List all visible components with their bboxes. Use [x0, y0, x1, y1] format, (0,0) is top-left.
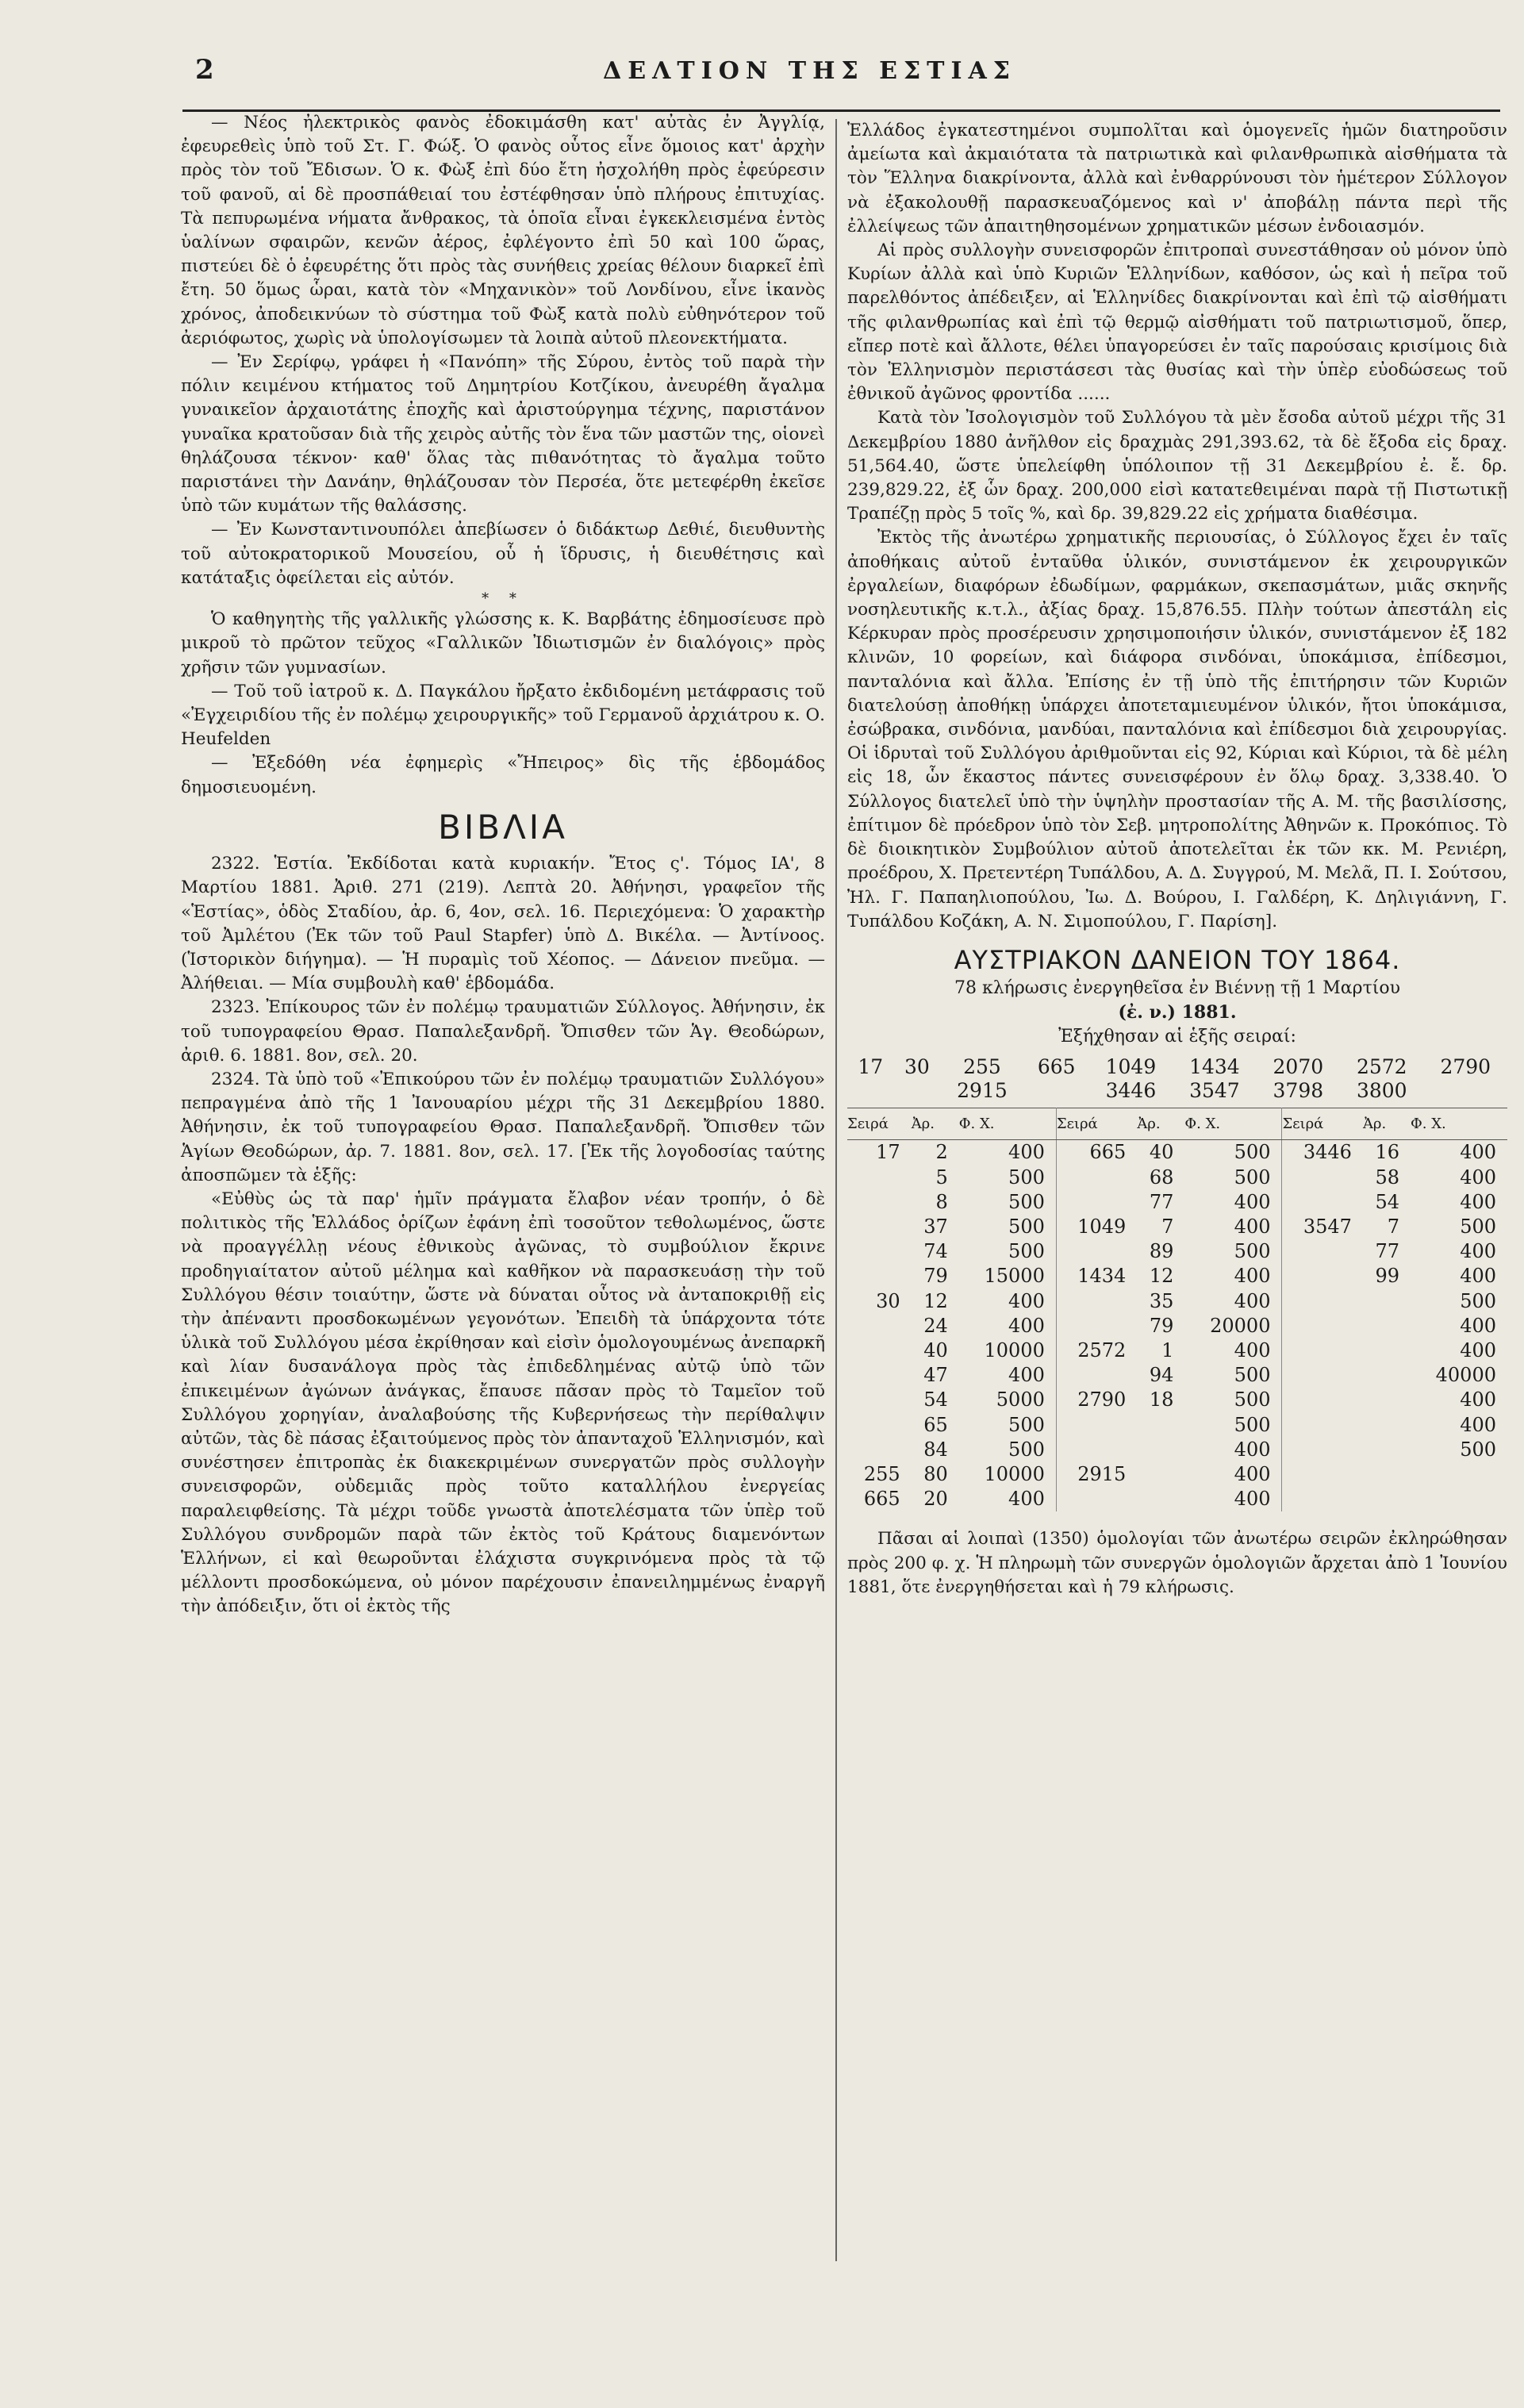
- table-cell: 500: [959, 1166, 1057, 1190]
- table-cell: 500: [1460, 1289, 1496, 1312]
- table-cell: 65: [923, 1413, 948, 1436]
- table-row: [847, 1487, 1507, 1511]
- news-item: — Ἐξεδόθη νέα ἐφημερὶς «Ἤπειρος» δὶς τῆς ἑβδομάδος δημοσιευομένη.: [181, 753, 825, 797]
- table-row: [847, 1140, 1507, 1166]
- table-cell: 500: [1184, 1388, 1282, 1412]
- series-row: [847, 1079, 1507, 1103]
- table-cell: 400: [1460, 1141, 1496, 1164]
- series-number: 2790: [1440, 1054, 1491, 1078]
- table-cell: 24: [923, 1314, 948, 1337]
- table-cell: [1282, 1388, 1363, 1412]
- news-item: Ὁ καθηγητὴς τῆς γαλλικῆς γλώσσης κ. Κ. Βαρβάτης ἐδημοσίευσε πρὸ μικροῦ τὸ πρῶτον τεῦχος «Γαλλικῶν Ἰδιωτισμῶν ἐν διαλόγοις» πρὸς χρῆσιν τῶν γυμνασίων.: [181, 609, 825, 678]
- table-row: [847, 1388, 1507, 1412]
- table-cell: 500: [959, 1413, 1057, 1438]
- table-cell: [1056, 1314, 1137, 1338]
- column-header: Σειρά: [847, 1108, 912, 1140]
- series-row: [847, 1055, 1507, 1079]
- table-row: [847, 1438, 1507, 1462]
- table-cell: [1282, 1190, 1363, 1215]
- table-cell: 30: [876, 1289, 900, 1312]
- news-item: — Νέος ἠλεκτρικὸς φανὸς ἐδοκιμάσθη κατ' αὐτὰς ἐν Ἀγγλίᾳ, ἐφευρεθεὶς ὑπὸ τοῦ Στ. Γ. Φώξ. Ὁ φανὸς οὗτος εἶνε ὅμοιος κατ' ἀρχὴν πρὸς τὸν τοῦ Ἔδισων. Ὁ κ. Φὼξ ἐπὶ δύο ἔτη ἠσχολήθη πρὸς ἐφεύρεσιν τοῦ φανοῦ, αἱ δὲ προσπάθειαί του ἐστέφθησαν ὑπὸ πλήρους ἐπιτυχίας. Τὰ πεπυρωμένα νήματα ἄνθρακος, τὰ ὁποῖα εἶναι ἐγκεκλεισμένα ἐντὸς ὑαλίνων σφαιρῶν, κενῶν ἀέρος, ἐφλέγοντο ἐπὶ 50 καὶ 100 ὥρας, πιστεύει δὲ ὁ ἐφευρέτης ὅτι πρὸς τὰς συνήθεις χρείας θέλουν διαρκεῖ ἐπὶ ἔτη. 50 ὅμως ὧραι, κατὰ τὸν «Μηχανικὸν» τοῦ Λονδίνου, εἶνε ἱκανὸς χρόνος, ἀποδεικνύων τὸ σύστημα τοῦ Φὼξ κατὰ πολὺ εὐθηνότερον τοῦ ἀεριόφωτος, χωρὶς νὰ ὑπολογίσωμεν τὰ λοιπὰ αὐτοῦ πλεονεκτήματα.: [181, 113, 825, 348]
- table-cell: [1137, 1487, 1184, 1511]
- series-number: 1434: [1189, 1054, 1240, 1078]
- table-cell: [847, 1438, 912, 1462]
- table-row: [847, 1215, 1507, 1239]
- table-cell: 400: [1460, 1338, 1496, 1361]
- table-cell: 400: [1460, 1388, 1496, 1411]
- table-cell: 400: [1184, 1338, 1282, 1363]
- left-column: [181, 111, 825, 1619]
- table-cell: 500: [959, 1215, 1057, 1239]
- table-cell: [1363, 1462, 1411, 1487]
- table-cell: 500: [1184, 1413, 1282, 1438]
- table-cell: 10000: [959, 1338, 1057, 1363]
- table-row: [847, 1338, 1507, 1363]
- draw-line: 78 κλήρωσις ἐνεργηθεῖσα ἐν Βιέννῃ τῇ 1 Μαρτίου: [954, 978, 1401, 999]
- table-cell: [1056, 1239, 1137, 1264]
- table-cell: 5: [935, 1166, 948, 1189]
- table-row: [847, 1190, 1507, 1215]
- table-cell: 80: [923, 1462, 948, 1485]
- table-cell: 400: [1460, 1413, 1496, 1436]
- table-cell: [1282, 1363, 1363, 1388]
- table-row: [847, 1413, 1507, 1438]
- column-header: Φ. Χ.: [959, 1108, 1057, 1140]
- report-paragraph: Ἐκτὸς τῆς ἀνωτέρω χρηματικῆς περιουσίας, ὁ Σύλλογος ἔχει ἐν ταῖς ἀποθήκαις αὐτοῦ ἐνταῦθα ὑλικόν, συνιστάμενον ἐκ χειρουργικῶν ἐργαλείων, διαφόρων ἐδωδίμων, φαρμάκων, σκεπασμάτων, μιᾶς σκηνῆς νοσηλευτικῆς κ.τ.λ., ἀξίας δραχ. 15,876.55. Πλὴν τούτων ἀπεστάλη εἰς Κέρκυραν πρὸς προσέρευσιν χρησιμοποιήσιν ὑλικόν, συνιστάμενον ἐξ 182 κλινῶν, 10 φορείων, καὶ διάφορα σινδόναι, ὑποκάμισα, ἐπίδεσμοι, πανταλόνια καὶ ἄλλα. Ἐπίσης ἐν τῇ ὑπὸ τῆς ἐπιτήρησιν τῶν Κυριῶν διατελούσῃ ἀποθήκῃ ὑπάρχει ἀποτεταμιευμένον ὑλικόν, ἤτοι ὑποκάμισα, ἐσώβρακα, σινδόνια, μανδύαι, πανταλόνια καὶ ἐπίδεσμοι διὰ χειρουργίας. Οἱ ἱδρυταὶ τοῦ Συλλόγου ἀριθμοῦνται εἰς 92, Κύριαι καὶ Κύριοι, τὰ δὲ μέλη εἰς 18, ὧν ἕκαστος πάντες συνεισφέρουν ἐν ὅλῳ δραχ. 3,338.40. Ὁ Σύλλογος διατελεῖ ὑπὸ τὴν ὑψηλὴν προστασίαν τῆς Α. Μ. τῆς βασιλίσσης, ἐπίτιμον δὲ πρόεδρον ὑπὸ τὸν Σεβ. μητροπολίτης Ἀθηνῶν κ. Προκόπιος. Τὸ δὲ διοικητικὸν Συμβούλιον αὐτοῦ ἀποτελεῖται ἐκ τῶν κκ. Μ. Ρενιέρη, προέδρου, Χ. Πρετεντέρη Τυπάλδου, Α. Δ. Συγγρού, Μ. Μελᾶ, Π. Ι. Σούτσου, Ἠλ. Γ. Παπαηλιοπούλου, Ἰω. Δ. Βούρου, Ι. Γαλδέρη, Κ. Δηλιγιάννη, Γ. Τυπάλδου Κοζάκη, Α. Ν. Σιμοπούλου, Γ. Παρίση].: [847, 528, 1507, 931]
- table-cell: [1056, 1190, 1137, 1215]
- table-cell: 12: [923, 1289, 948, 1312]
- column-header: Ἀρ.: [912, 1108, 959, 1140]
- table-cell: [847, 1314, 912, 1338]
- table-cell: 255: [863, 1462, 900, 1485]
- table-cell: [847, 1215, 912, 1239]
- table-cell: [1363, 1363, 1411, 1388]
- prize-table: [847, 1108, 1507, 1511]
- table-cell: 500: [959, 1190, 1057, 1215]
- report-paragraph: Κατὰ τὸν Ἰσολογισμὸν τοῦ Συλλόγου τὰ μὲν ἔσοδα αὐτοῦ μέχρι τῆς 31 Δεκεμβρίου 1880 ἀνῆλθον εἰς δραχμὰς 291,393.62, τὰ δὲ ἔξοδα εἰς δραχ. 51,564.40, ὥστε ὑπελείφθη ὑπόλοιπον τῇ 31 Δεκεμβρίου ἐ. ἔ. δρ. 239,829.22, ἐξ ὧν δραχ. 200,000 εἰσὶ κατατεθειμέναι παρὰ τῇ Πιστωτικῇ Τραπέζῃ πρὸς 5 τοῖς %, καὶ δρ. 39,829.22 εἰς χρήματα διαθέσιμα.: [847, 408, 1507, 524]
- page-header: [0, 46, 1524, 109]
- book-entry: 2324. Τὰ ὑπὸ τοῦ «Ἐπικούρου τῶν ἐν πολέμῳ τραυματιῶν Συλλόγου» πεπραγμένα ἀπὸ τῆς 1 Ἰανουαρίου μέχρι τῆς 31 Δεκεμβρίου 1880. Ἀθήνησιν, ἐκ τοῦ τυπογραφείου Θρασ. Παπαλεξανδρῆ. Ὄπισθεν τῶν Ἁγίων Θεοδώρων, ἀρ. 7. 1881. 8ον, σελ. 17. [Ἐκ τῆς λογοδοσίας ταύτης ἀποσπῶμεν τὰ ἑξῆς:: [181, 1069, 825, 1185]
- drawn-series-table: [847, 1055, 1507, 1103]
- column-separator: [835, 119, 837, 2261]
- section-stars: * *: [482, 590, 524, 608]
- table-cell: [1282, 1438, 1363, 1462]
- table-cell: [1363, 1487, 1411, 1511]
- loan-advert-title: ΑΥΣΤΡΙΑΚΟΝ ΔΑΝΕΙΟΝ ΤΟΥ 1864.: [954, 944, 1401, 975]
- table-cell: [1056, 1438, 1137, 1462]
- table-cell: [1411, 1462, 1507, 1487]
- table-cell: [847, 1264, 912, 1288]
- report-paragraph: Ἑλλάδος ἐγκατεστημένοι συμπολῖται καὶ ὁμογενεῖς ἡμῶν διατηροῦσιν ἀμείωτα καὶ ἀκμαιότατα τὰ πατριωτικὰ καὶ φιλανθρωπικὰ αἰσθήματα τὰ τὸν Ἕλληνα διακρίνοντα, ἀλλὰ καὶ ἐνθαρρύνουσι τὸν ἡμέτερον Σύλλογον νὰ ἐξακολουθῇ παρασκευαζόμενος καὶ ν' ἀποβάλῃ πάντα περὶ τῆς ἐλλείψεως τῶν ἀπαιτηθησομένων χρηματικῶν μέσων ἐνδοιασμόν.: [847, 121, 1507, 236]
- table-cell: 37: [923, 1215, 948, 1238]
- table-cell: 400: [959, 1289, 1057, 1314]
- book-entry: 2323. Ἐπίκουρος τῶν ἐν πολέμῳ τραυματιῶν Σύλλογος. Ἀθήνησιν, ἐκ τοῦ τυπογραφείου Θρασ. Παπαλεξανδρῆ. Ὄπισθεν τῶν Ἁγ. Θεοδώρων, ἀριθ. 6. 1881. 8ον, σελ. 20.: [181, 997, 825, 1066]
- table-cell: 665: [863, 1488, 900, 1511]
- table-cell: [847, 1338, 912, 1363]
- series-number: 1049: [1105, 1054, 1157, 1078]
- table-cell: 99: [1375, 1265, 1400, 1288]
- table-cell: 40: [1149, 1141, 1174, 1164]
- table-cell: [1282, 1239, 1363, 1264]
- column-header: Σειρά: [1282, 1108, 1363, 1140]
- right-column: [847, 119, 1507, 1600]
- column-header: Φ. Χ.: [1184, 1108, 1282, 1140]
- table-cell: 54: [1375, 1190, 1400, 1213]
- table-cell: [1282, 1289, 1363, 1314]
- table-cell: [847, 1166, 912, 1190]
- table-cell: 1049: [1077, 1215, 1127, 1238]
- table-cell: [1282, 1314, 1363, 1338]
- table-cell: 3446: [1303, 1141, 1352, 1164]
- column-header: Ἀρ.: [1137, 1108, 1184, 1140]
- table-cell: [1363, 1338, 1411, 1363]
- column-header: Σειρά: [1056, 1108, 1137, 1140]
- table-cell: 47: [923, 1364, 948, 1387]
- table-cell: [1056, 1413, 1137, 1438]
- series-number: 30: [904, 1054, 930, 1078]
- table-cell: 400: [959, 1363, 1057, 1388]
- table-cell: 400: [1460, 1314, 1496, 1337]
- table-row: [847, 1314, 1507, 1338]
- table-row: [847, 1462, 1507, 1487]
- table-cell: 400: [1184, 1264, 1282, 1288]
- table-cell: 54: [923, 1388, 948, 1411]
- table-row: [847, 1239, 1507, 1264]
- table-cell: [1363, 1388, 1411, 1412]
- series-number: 255: [963, 1054, 1001, 1078]
- table-cell: 500: [1184, 1166, 1282, 1190]
- table-cell: 500: [1460, 1438, 1496, 1461]
- table-cell: 35: [1149, 1289, 1174, 1312]
- table-cell: 500: [959, 1438, 1057, 1462]
- table-cell: 400: [1184, 1487, 1282, 1511]
- book-entry: 2322. Ἑστία. Ἐκδίδοται κατὰ κυριακήν. Ἔτος ς'. Τόμος ΙΑ', 8 Μαρτίου 1881. Ἀριθ. 271 (219). Λεπτὰ 20. Ἀθήνησι, γραφεῖον τῆς «Ἑστίας», ὁδὸς Σταδίου, ἀρ. 6, 4ον, σελ. 16. Περιεχόμενα: Ὁ χαρακτὴρ τοῦ Ἀμλέτου (Ἐκ τῶν τοῦ Paul Stapfer) ὑπὸ Δ. Βικέλα. — Ἀντίνοος. (Ἱστορικὸν διήγημα). — Ἡ πυραμὶς τοῦ Χέοπος. — Δάνειον πνεῦμα. — Ἀλήθειαι. — Μία συμβουλὴ καθ' ἑβδομάδα.: [181, 854, 825, 994]
- table-cell: 12: [1149, 1265, 1174, 1288]
- table-cell: [1363, 1413, 1411, 1438]
- table-cell: 1: [1161, 1338, 1174, 1361]
- table-cell: 5000: [959, 1388, 1057, 1412]
- table-cell: [847, 1388, 912, 1412]
- table-cell: 665: [1089, 1141, 1127, 1164]
- draw-intro: Ἐξήχθησαν αἱ ἑξῆς σειραί:: [1058, 1026, 1296, 1047]
- table-cell: [1137, 1438, 1184, 1462]
- table-cell: 7: [1387, 1215, 1400, 1238]
- table-cell: [847, 1190, 912, 1215]
- table-cell: [1282, 1487, 1363, 1511]
- table-cell: [1056, 1166, 1137, 1190]
- running-title: ΔΕΛΤΙΟΝ ΤΗΣ ΕΣΤΙΑΣ: [603, 57, 1017, 85]
- table-cell: [1411, 1487, 1507, 1511]
- table-cell: [1363, 1314, 1411, 1338]
- table-cell: 68: [1149, 1166, 1174, 1189]
- column-header: Ἀρ.: [1363, 1108, 1411, 1140]
- table-cell: 500: [959, 1239, 1057, 1264]
- table-cell: 400: [1460, 1265, 1496, 1288]
- table-cell: 40: [923, 1338, 948, 1361]
- series-number: 3798: [1273, 1078, 1324, 1102]
- table-cell: 84: [923, 1438, 948, 1461]
- table-cell: [1137, 1413, 1184, 1438]
- table-cell: 77: [1149, 1190, 1174, 1213]
- table-cell: 400: [1184, 1438, 1282, 1462]
- table-cell: [847, 1239, 912, 1264]
- series-number: 17: [858, 1054, 884, 1078]
- table-cell: 8: [935, 1190, 948, 1213]
- table-cell: [1056, 1289, 1137, 1314]
- report-paragraph: Αἱ πρὸς συλλογὴν συνεισφορῶν ἐπιτροπαὶ συνεστάθησαν οὐ μόνον ὑπὸ Κυρίων ἀλλὰ καὶ ὑπὸ Κυριῶν Ἑλληνίδων, καθόσον, ὡς καὶ ἡ πεῖρα τοῦ παρελθόντος ἀπέδειξεν, αἱ Ἑλληνίδες διακρίνονται καὶ ἐπὶ τῷ αἰσθήματι τῆς φιλανθρωπίας καὶ ἐπὶ τῷ θερμῷ αἰσθήματι τοῦ πατριωτισμοῦ, ὅπερ, εἴπερ ποτὲ καὶ ἄλλοτε, θέλει ὑπαγορεύσει ἐν ταῖς παρούσαις κρισίμοις διὰ τὸν Ἑλληνισμὸν περιστάσεσι τὰς θυσίας καὶ τὴν ὑπὲρ εὐοδώσεως τοῦ ἐθνικοῦ ἀγῶνος φροντίδα ......: [847, 240, 1507, 405]
- news-item: — Τοῦ τοῦ ἰατροῦ κ. Δ. Παγκάλου ἤρξατο ἐκδιδομένη μετάφρασις τοῦ «Ἐγχειριδίου τῆς ἐν πολέμῳ χειρουργικῆς» τοῦ Γερμανοῦ ἀρχιάτρου κ. Ο. Heufelden: [181, 681, 825, 750]
- table-cell: 400: [1184, 1462, 1282, 1487]
- table-cell: [1363, 1438, 1411, 1462]
- table-cell: 3547: [1303, 1215, 1352, 1238]
- table-cell: [1056, 1363, 1137, 1388]
- table-cell: 15000: [959, 1264, 1057, 1288]
- table-cell: 400: [959, 1314, 1057, 1338]
- table-cell: 89: [1149, 1240, 1174, 1263]
- table-cell: 400: [1460, 1240, 1496, 1263]
- table-cell: 7: [1161, 1215, 1174, 1238]
- advert-footer: Πᾶσαι αἱ λοιπαὶ (1350) ὁμολογίαι τῶν ἀνωτέρω σειρῶν ἐκληρώθησαν πρὸς 200 φ. χ. Ἡ πληρωμὴ τῶν συνεργῶν ὁμολογιῶν ἄρχεται ἀπὸ 1 Ἰουνίου 1881, ὅτε ἐνεργηθήσεται καὶ ἡ 79 κλήρωσις.: [847, 1529, 1507, 1597]
- table-cell: 1434: [1077, 1265, 1127, 1288]
- table-row: [847, 1166, 1507, 1190]
- table-cell: [1282, 1166, 1363, 1190]
- series-number: 665: [1037, 1054, 1076, 1078]
- draw-date: (ἐ. ν.) 1881.: [1118, 1002, 1237, 1023]
- table-cell: 500: [1184, 1140, 1282, 1166]
- book-quote: «Εὐθὺς ὡς τὰ παρ' ἡμῖν πράγματα ἔλαβον νέαν τροπήν, ὁ δὲ πολιτικὸς τῆς Ἑλλάδος ὁρίζων ἐφάνη ἐπὶ τοσοῦτον τεθολωμένος, ὥστε νὰ προαγγέλλῃ νέους ἐθνικοὺς ἀγῶνας, τὸ συμβούλιον ἔκρινε προδηγιαίτατον αὐτοῦ μέλημα καὶ καθῆκον νὰ παρασκευάσῃ τὴν τοῦ Συλλόγου θέσιν τοιαύτην, ὥστε νὰ δύναται οὗτος νὰ ἀνταποκριθῇ εἰς τὴν ἀπέναντι προσδοκωμένων γεγονότων. Ἐπειδὴ τὰ ὑπάρχοντα τότε ὑλικὰ τοῦ Συλλόγου μέσα ἐκρίθησαν καὶ εἰσὶν ὁμολογουμένως ἀνεπαρκῆ καὶ λίαν δυσανάλογα πρὸς τὰς ἐπιδεδλημένας αὐτῷ ὑπὸ τῶν ἐπικειμένων ἀγώνων ἀνάγκας, ἔπαυσε πᾶσαν πρὸς τὸ Ταμεῖον τοῦ Συλλόγου χορηγίαν, ἀναλαβούσης τῆς Κυβερνήσεως τὴν περίθαλψιν αὐτῶν, τὰς δὲ πάσας ἐξαιτούμενος πρὸς τὸν ἀπανταχοῦ Ἑλληνισμόν, καὶ συνέστησεν ἐπιτροπὰς ἐκ διακεκριμένων συνεργατῶν πρὸς συλλογὴν συνεισφορῶν, οὐδεμιᾶς πρὸς τοῦτο καταλλήλου ἐνεργείας παραλειφθείσης. Τὰ μέχρι τοῦδε γνωστὰ ἀποτελέσματα τῶν ὑπὲρ τοῦ Συλλόγου συνδρομῶν παρὰ τῶν ἐκτὸς τοῦ Κράτους διαμενόντων Ἑλλήνων, εἰ καὶ θεωροῦνται ἐλάχιστα συγκρινόμενα πρὸς τὰ τῷ μέλλοντι προσδοκώμενα, οὐ μόνον παρέχουσιν ἐπανειλημμένως ἐναργῆ τὴν ἀπόδειξιν, ὅτι οἱ ἐκτὸς τῆς: [181, 1189, 825, 1617]
- table-cell: 16: [1375, 1141, 1400, 1164]
- table-cell: 400: [1460, 1190, 1496, 1213]
- page-number: 2: [195, 54, 214, 86]
- table-cell: 400: [1184, 1215, 1282, 1239]
- table-cell: 40000: [1435, 1364, 1496, 1387]
- table-cell: 500: [1460, 1215, 1496, 1238]
- prize-table-body: [847, 1140, 1507, 1512]
- biblia-heading: ΒΙΒΛΙΑ: [438, 807, 568, 847]
- table-cell: [1056, 1487, 1137, 1511]
- series-number: 3547: [1189, 1078, 1240, 1102]
- news-item: — Ἐν Κωνσταντινουπόλει ἀπεβίωσεν ὁ διδάκτωρ Δεθιέ, διευθυντὴς τοῦ αὐτοκρατορικοῦ Μουσείου, οὗ ἡ ἵδρυσις, ἡ διευθέτησις καὶ κατάταξις ὀφείλεται εἰς αὐτόν.: [181, 520, 825, 588]
- table-row: [847, 1363, 1507, 1388]
- table-cell: 400: [1460, 1166, 1496, 1189]
- table-cell: 2790: [1077, 1388, 1127, 1411]
- table-cell: [847, 1413, 912, 1438]
- table-cell: 400: [1184, 1289, 1282, 1314]
- table-cell: [1282, 1264, 1363, 1288]
- table-cell: 17: [876, 1141, 900, 1164]
- table-cell: 2: [935, 1141, 948, 1164]
- table-cell: 79: [923, 1265, 948, 1288]
- table-cell: 400: [959, 1487, 1057, 1511]
- series-number: 2070: [1273, 1054, 1324, 1078]
- series-number: 3446: [1105, 1078, 1157, 1102]
- table-cell: [1282, 1462, 1363, 1487]
- table-cell: 10000: [959, 1462, 1057, 1487]
- prize-table-header: [847, 1108, 1507, 1140]
- news-item: — Ἐν Σερίφῳ, γράφει ἡ «Πανόπη» τῆς Σύρου, ἐντὸς τοῦ παρὰ τὴν πόλιν κειμένου κτήματος τοῦ Δημητρίου Κοτζίκου, ἀνευρέθη ἄγαλμα γυναικεῖον ἀρχαιοτάτης ἐποχῆς καὶ ἀριστούργημα τέχνης, παριστάνον γυναῖκα κρατοῦσαν διὰ τῆς χειρὸς αὐτῆς τὸν ἕνα τῶν μαστῶν της, οἱονεὶ θηλάζουσα τέκνον· καθ' ὅλας τὰς πιθανότητας τὸ ἄγαλμα τοῦτο παριστάνει τὴν Δανάην, θηλάζουσαν τὸν Περσέα, ὅτε μετεφέρθη ἐκεῖσε ὑπὸ τῶν κυμάτων τῆς θαλάσσης.: [181, 352, 825, 517]
- table-cell: 20000: [1184, 1314, 1282, 1338]
- table-cell: 77: [1375, 1240, 1400, 1263]
- table-cell: 500: [1184, 1363, 1282, 1388]
- table-cell: 79: [1149, 1314, 1174, 1337]
- table-cell: 2915: [1077, 1462, 1127, 1485]
- table-cell: 400: [959, 1140, 1057, 1166]
- table-cell: 400: [1184, 1190, 1282, 1215]
- table-cell: 94: [1149, 1364, 1174, 1387]
- table-cell: 500: [1184, 1239, 1282, 1264]
- table-cell: 18: [1149, 1388, 1174, 1411]
- table-cell: [1363, 1289, 1411, 1314]
- table-cell: [1282, 1338, 1363, 1363]
- table-cell: [1137, 1462, 1184, 1487]
- table-cell: 74: [923, 1240, 948, 1263]
- table-row: [847, 1289, 1507, 1314]
- series-number: 2572: [1356, 1054, 1407, 1078]
- table-cell: 2572: [1077, 1338, 1127, 1361]
- table-cell: [847, 1363, 912, 1388]
- table-cell: 58: [1375, 1166, 1400, 1189]
- table-cell: 20: [923, 1488, 948, 1511]
- table-row: [847, 1264, 1507, 1288]
- column-header: Φ. Χ.: [1411, 1108, 1507, 1140]
- table-cell: [1282, 1413, 1363, 1438]
- series-number: 3800: [1356, 1078, 1407, 1102]
- series-number: 2915: [957, 1078, 1008, 1102]
